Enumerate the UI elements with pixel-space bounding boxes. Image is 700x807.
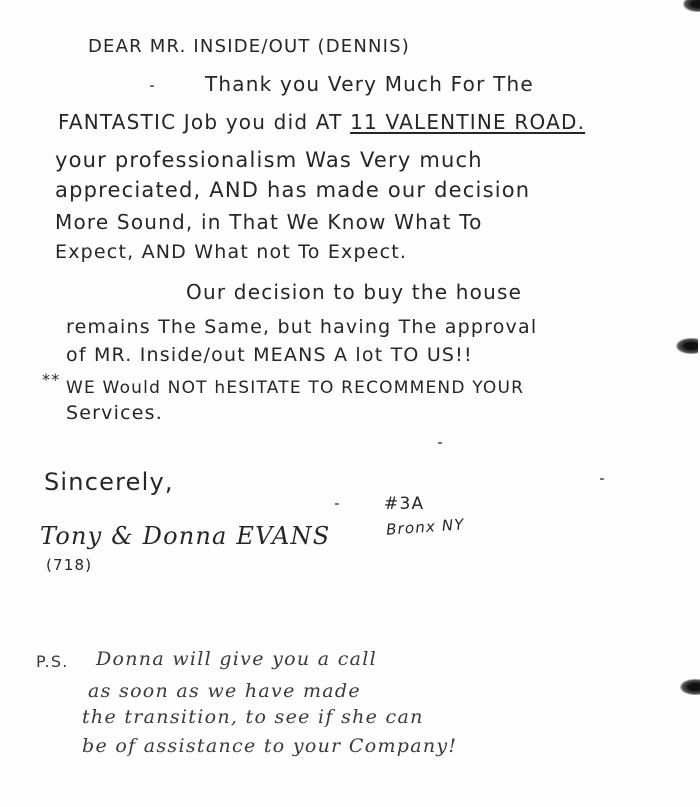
para3-line1: WE Would NOT hESITATE TO RECOMMEND YOUR [66, 378, 525, 398]
salutation: DEAR MR. INSIDE/OUT (DENNIS) [88, 36, 411, 57]
para1-line2 [58, 110, 585, 134]
property-address: 11 VALENTINE ROAD. [350, 110, 586, 134]
postscript-line1: Donna will give you a call [96, 648, 378, 670]
postscript-line4: be of assistance to your Company! [82, 735, 458, 757]
para2-line3: of MR. Inside/out MEANS A lot TO US!! [66, 344, 473, 366]
binder-hole-bottom [680, 679, 700, 695]
para1-line3: your professionalism Was Very much [55, 148, 483, 172]
binder-hole-middle [676, 338, 698, 354]
para3-line2: Services. [66, 402, 163, 424]
speck [150, 85, 154, 87]
speck [438, 442, 442, 444]
apartment-number: #3A [384, 494, 425, 514]
postscript-line3: the transition, to see if she can [82, 706, 424, 728]
signature: Tony & Donna EVANS [40, 522, 331, 550]
area-code: (718) [46, 556, 93, 574]
para1-line2-text: FANTASTIC Job you did AT [58, 110, 351, 134]
para1-line4: appreciated, AND has made our decision [55, 178, 531, 202]
speck [335, 503, 339, 505]
closing: Sincerely, [44, 468, 174, 496]
para2-line1: Our decision to buy the house [186, 280, 523, 304]
para1-line5: More Sound, in That We Know What To [55, 210, 483, 234]
speck [600, 478, 604, 480]
para2-line2: remains The Same, but having The approval [66, 316, 538, 338]
city: Bronx NY [385, 515, 466, 539]
para1-line1: Thank you Very Much For The [205, 72, 534, 96]
binder-hole-top [683, 0, 700, 12]
recommend-marker: ** [42, 370, 61, 389]
para1-line6: Expect, AND What not To Expect. [55, 241, 408, 263]
postscript-line2: as soon as we have made [88, 680, 361, 702]
postscript-label: P.S. [36, 652, 69, 671]
